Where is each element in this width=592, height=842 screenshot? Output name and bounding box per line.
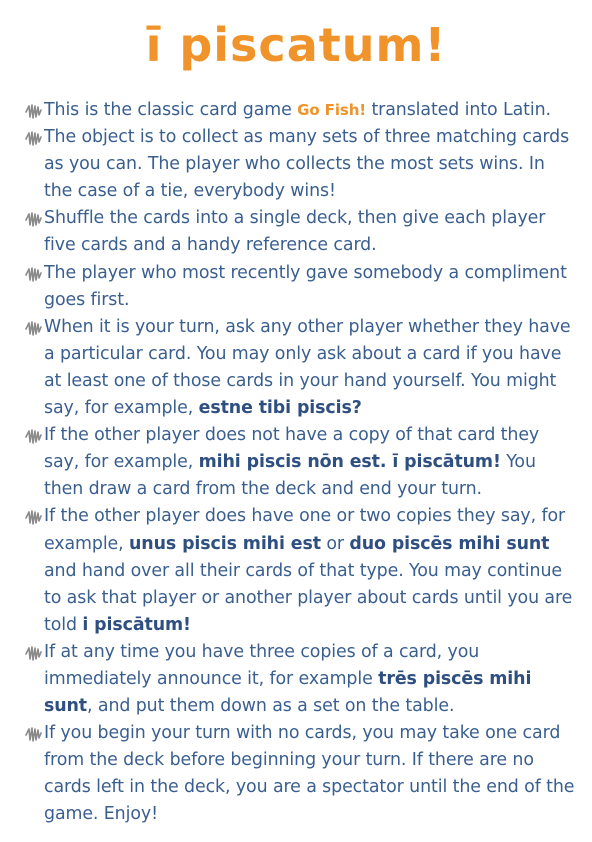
latin-phrase: unus piscis mihi est	[129, 533, 321, 554]
rule-item: Shuffle the cards into a single deck, then give each player five cards and a handy reference card.	[26, 205, 578, 259]
rule-item: If the other player does not have a copy of that card they say, for example, mihi piscis nōn est. ī piscātum! You then draw a card from the deck and end your turn.	[26, 422, 578, 503]
scribble-icon	[24, 266, 42, 282]
rule-item: The object is to collect as many sets of three matching cards as you can. The player who collects the most sets wins. In the case of a tie, everybody wins!	[26, 124, 578, 205]
rule-item: If the other player does have one or two copies they say, for example, unus piscis mihi est or duo piscēs mihi sunt and hand over all their cards of that type. You may continue to ask that player or another player about cards until you are told i piscātum!	[26, 503, 578, 638]
game-name: Go Fish!	[297, 101, 367, 119]
rule-item: The player who most recently gave somebody a compliment goes first.	[26, 260, 578, 314]
scribble-icon	[24, 428, 42, 444]
rule-item: If at any time you have three copies of a card, you immediately announce it, for example trēs piscēs mihi sunt, and put them down as a set on the table.	[26, 639, 578, 720]
scribble-icon	[24, 509, 42, 525]
rules-list	[26, 97, 578, 829]
scribble-icon	[24, 320, 42, 336]
scribble-icon	[24, 130, 42, 146]
scribble-icon	[24, 103, 42, 119]
page-title: ī piscatum!	[145, 18, 447, 72]
scribble-icon	[24, 645, 42, 661]
rule-item: This is the classic card game Go Fish! translated into Latin.	[26, 97, 578, 124]
scribble-icon	[24, 726, 42, 742]
scribble-icon	[24, 211, 42, 227]
latin-phrase: mihi piscis nōn est. ī piscātum!	[198, 452, 501, 473]
latin-phrase: trēs piscēs mihi sunt	[44, 668, 532, 717]
rule-item: When it is your turn, ask any other player whether they have a particular card. You may only ask about a card if you have at least one of those cards in your hand yourself. You might say, for example, estne tibi piscis?	[26, 314, 578, 422]
latin-phrase: estne tibi piscis?	[198, 398, 362, 419]
latin-phrase: i piscātum!	[82, 614, 191, 635]
latin-phrase: duo piscēs mihi sunt	[349, 533, 550, 554]
rule-item: If you begin your turn with no cards, you may take one card from the deck before beginning your turn. If there are no cards left in the deck, you are a spectator until the end of the game. Enjoy!	[26, 720, 578, 828]
